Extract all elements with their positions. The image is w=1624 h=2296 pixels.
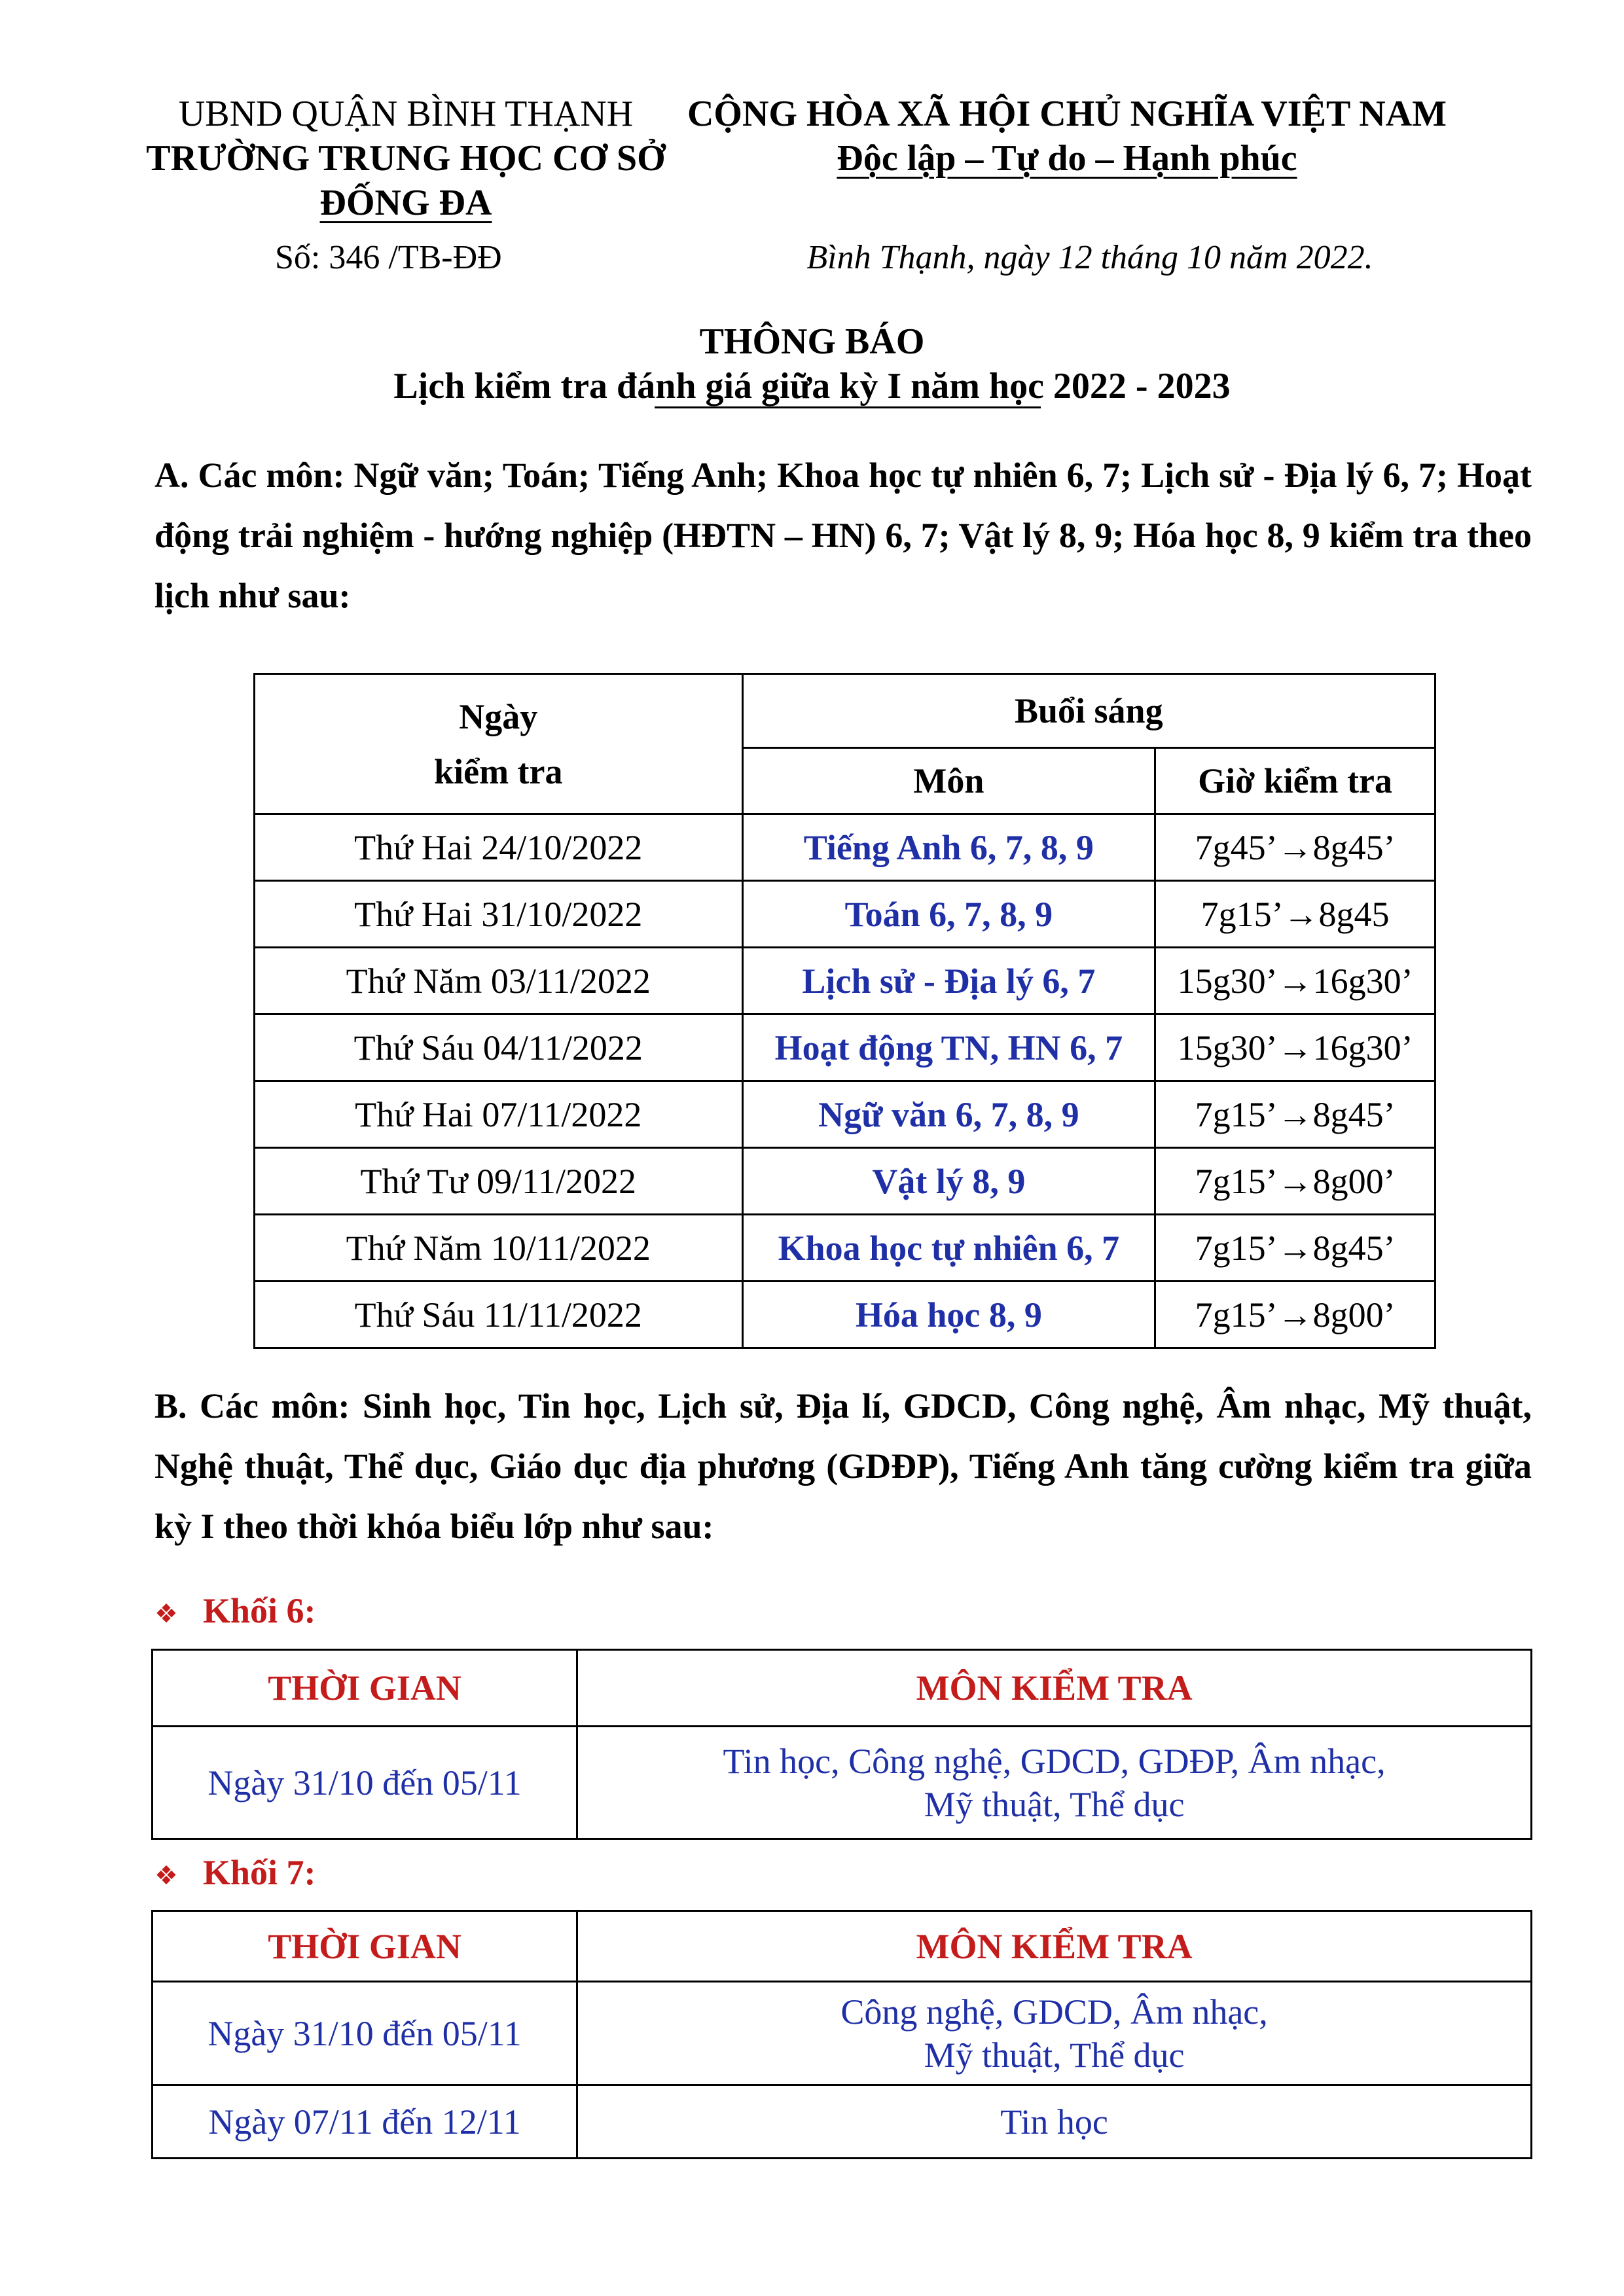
- issuer-district: UBND QUẬN BÌNH THẠNH: [178, 94, 634, 134]
- col-time-header: Giờ kiểm tra: [1155, 748, 1435, 814]
- document-title: THÔNG BÁO: [699, 321, 925, 362]
- schedule-table-a: [253, 673, 1436, 1349]
- row-subjects-line: Tin học, Công nghệ, GDCD, GDĐP, Âm nhạc,: [723, 1741, 1386, 1781]
- document-subtitle-text: Lịch kiểm tra đánh giá giữa kỳ I năm học 2022 - 2023: [393, 366, 1231, 406]
- grade7-header-row: [153, 1911, 1532, 1982]
- row-subject: Ngữ văn 6, 7, 8, 9: [742, 1081, 1155, 1148]
- grade7-table: [151, 1910, 1532, 2159]
- table-row: [255, 948, 1435, 1014]
- row-subject: Hóa học 8, 9: [742, 1282, 1155, 1348]
- col-subjects-header: MÔN KIỂM TRA: [577, 1650, 1532, 1727]
- row-subjects: [577, 1982, 1532, 2085]
- section-b-text: B. Các môn: Sinh học, Tin học, Lịch sử, Địa lí, GDCD, Công nghệ, Âm nhạc, Mỹ thuật, Nghệ thuật, Thể dục, Giáo dục địa phương (GDĐP), Tiếng Anh tăng cường kiểm tra giữa kỳ I theo thời khóa biểu lớp như sau:: [154, 1386, 1532, 1546]
- grade6-table: [151, 1649, 1532, 1840]
- row-subject: Lịch sử - Địa lý 6, 7: [742, 948, 1155, 1014]
- row-subjects: [577, 1727, 1532, 1839]
- diamond-bullet-icon: ❖: [154, 1599, 178, 1629]
- row-date: Thứ Năm 03/11/2022: [255, 948, 743, 1014]
- document-subtitle: [0, 364, 1624, 408]
- row-time: 7g15’→8g45’: [1155, 1081, 1435, 1148]
- issuer-school-name: ĐỐNG ĐA: [319, 183, 492, 223]
- row-subjects-line: Mỹ thuật, Thể dục: [924, 2035, 1185, 2075]
- diamond-bullet-icon: ❖: [154, 1861, 178, 1891]
- col-date-label-2: kiểm tra: [434, 751, 563, 791]
- subtitle-rule: [655, 406, 1041, 408]
- table-row: [153, 1727, 1532, 1839]
- national-motto-block: [681, 92, 1453, 181]
- row-time: 15g30’→16g30’: [1155, 1014, 1435, 1081]
- row-time: 7g15’→8g00’: [1155, 1148, 1435, 1215]
- grade7-label: Khối 7:: [203, 1853, 316, 1892]
- table-row: [255, 881, 1435, 948]
- national-motto: Độc lập – Tự do – Hạnh phúc: [837, 138, 1297, 179]
- row-time: Ngày 31/10 đến 05/11: [153, 1982, 577, 2085]
- table-row: [153, 2085, 1532, 2159]
- grade6-heading: [154, 1590, 316, 1631]
- table-row: [255, 1215, 1435, 1282]
- row-subject: Hoạt động TN, HN 6, 7: [742, 1014, 1155, 1081]
- row-subject: Toán 6, 7, 8, 9: [742, 881, 1155, 948]
- col-session-header: Buổi sáng: [742, 674, 1435, 748]
- grade7-heading: [154, 1852, 316, 1893]
- col-subject-header: Môn: [742, 748, 1155, 814]
- row-subject: Vật lý 8, 9: [742, 1148, 1155, 1215]
- row-date: Thứ Hai 31/10/2022: [255, 881, 743, 948]
- issuer-block: [128, 92, 684, 225]
- row-subjects-line: Mỹ thuật, Thể dục: [924, 1784, 1185, 1824]
- row-time: 7g15’→8g00’: [1155, 1282, 1435, 1348]
- table-row: [255, 814, 1435, 881]
- row-subjects: Tin học: [577, 2085, 1532, 2159]
- table-row: [153, 1982, 1532, 2085]
- row-date: Thứ Hai 24/10/2022: [255, 814, 743, 881]
- row-time: 7g15’→8g45: [1155, 881, 1435, 948]
- row-subject: Khoa học tự nhiên 6, 7: [742, 1215, 1155, 1282]
- table-row: [255, 1148, 1435, 1215]
- col-date-label-1: Ngày: [459, 696, 538, 736]
- row-subject: Tiếng Anh 6, 7, 8, 9: [742, 814, 1155, 881]
- row-time: Ngày 31/10 đến 05/11: [153, 1727, 577, 1839]
- row-time: Ngày 07/11 đến 12/11: [153, 2085, 577, 2159]
- issuer-school: TRƯỜNG TRUNG HỌC CƠ SỞ: [146, 138, 666, 179]
- table-row: [255, 1282, 1435, 1348]
- schedule-header-row: [255, 674, 1435, 748]
- grade6-label: Khối 6:: [203, 1591, 316, 1630]
- row-date: Thứ Hai 07/11/2022: [255, 1081, 743, 1148]
- row-date: Thứ Năm 10/11/2022: [255, 1215, 743, 1282]
- issue-date: Bình Thạnh, ngày 12 tháng 10 năm 2022.: [806, 239, 1373, 276]
- grade6-header-row: [153, 1650, 1532, 1727]
- table-row: [255, 1081, 1435, 1148]
- row-date: Thứ Sáu 11/11/2022: [255, 1282, 743, 1348]
- col-time-header: THỜI GIAN: [153, 1650, 577, 1727]
- col-date-header: [255, 674, 743, 814]
- row-time: 15g30’→16g30’: [1155, 948, 1435, 1014]
- col-time-header: THỜI GIAN: [153, 1911, 577, 1982]
- table-row: [255, 1014, 1435, 1081]
- row-subjects-line: Công nghệ, GDCD, Âm nhạc,: [840, 1992, 1268, 2032]
- section-a-text: A. Các môn: Ngữ văn; Toán; Tiếng Anh; Khoa học tự nhiên 6, 7; Lịch sử - Địa lý 6, 7; Hoạt động trải nghiệm - hướng nghiệp (HĐTN – HN) 6, 7; Vật lý 8, 9; Hóa học 8, 9 kiểm tra theo lịch như sau:: [154, 456, 1532, 615]
- row-time: 7g15’→8g45’: [1155, 1215, 1435, 1282]
- document-number: Số: 346 /TB-ĐĐ: [275, 239, 502, 276]
- row-time: 7g45’→8g45’: [1155, 814, 1435, 881]
- national-title: CỘNG HÒA XÃ HỘI CHỦ NGHĨA VIỆT NAM: [687, 94, 1447, 134]
- row-date: Thứ Tư 09/11/2022: [255, 1148, 743, 1215]
- col-subjects-header: MÔN KIỂM TRA: [577, 1911, 1532, 1982]
- row-date: Thứ Sáu 04/11/2022: [255, 1014, 743, 1081]
